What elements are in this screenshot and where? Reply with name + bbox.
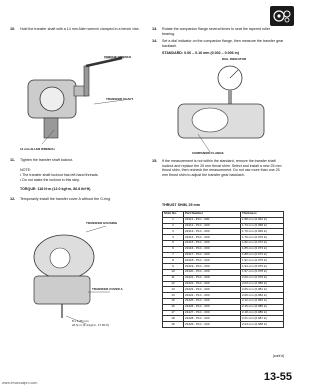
part-number-cell: 23428 - P1C - 000 (184, 316, 241, 322)
column-header-thickness: Thickness (241, 212, 284, 218)
part-number-cell: 23418 - P1C - 000 (184, 258, 241, 264)
thickness-cell: 1.73 mm (0.068 in) (241, 223, 284, 229)
thickness-cell: 2.21 mm (0.087 in) (241, 316, 284, 322)
shim-number-cell: 18 (163, 316, 184, 322)
shim-number-cell: 1 (163, 217, 184, 223)
shim-number-cell: 10 (163, 269, 184, 275)
step-13-text: Rotate the companion flange several times to seat the tapered roller bearing. (162, 27, 271, 36)
shim-number-cell: 8 (163, 258, 184, 264)
thickness-cell: 1.97 mm (0.078 in) (241, 269, 284, 275)
step-12-text: Temporarily install the transfer cover A without the O-ring. (20, 197, 112, 201)
part-number-cell: 23426 - P1C - 000 (184, 304, 241, 310)
thickness-cell: 1.58 mm (0.062 in) (241, 217, 284, 223)
thickness-cell: 2.06 mm (0.081 in) (241, 287, 284, 293)
part-number-cell: 23417 - P1C - 000 (184, 252, 241, 258)
thickness-cell: 1.82 mm (0.072 in) (241, 240, 284, 246)
label-transfer-cover: TRANSFER COVER A (92, 287, 123, 291)
note-item-1: • The transfer shaft locknut has left-hand threads. (20, 173, 99, 177)
shim-number-cell: 6 (163, 246, 184, 252)
continued-label: (cont'd) (272, 354, 284, 358)
part-number-cell: 23422 - P1C - 000 (184, 281, 241, 287)
shim-number-cell: 3 (163, 229, 184, 235)
part-number-cell: 23411 - P1C - 000 (184, 217, 241, 223)
label-transfer-housing: TRANSFER HOUSING (86, 221, 118, 225)
step-15-number: 15. (152, 159, 158, 163)
table-row (163, 322, 284, 328)
shim-number-cell: 12 (163, 281, 184, 287)
figure-transfer-cover (14, 212, 146, 332)
shim-number-cell: 14 (163, 293, 184, 299)
column-header-shim-no: Shim No. (163, 212, 184, 218)
thickness-cell: 1.79 mm (0.070 in) (241, 235, 284, 241)
shim-number-cell: 17 (163, 310, 184, 316)
shim-number-cell: 4 (163, 235, 184, 241)
thickness-cell: 1.88 mm (0.074 in) (241, 252, 284, 258)
thickness-cell: 2.24 mm (0.088 in) (241, 322, 284, 328)
page-number: 13-55 (263, 371, 292, 383)
backlash-standard: STANDARD: 0.06 – 0.16 mm (0.002 – 0.006 in) (162, 51, 240, 55)
step-10-text: Hold the transfer shaft with a 14 mm Allen wrench clamped in a bench vise. (20, 27, 140, 31)
thickness-cell: 2.12 mm (0.083 in) (241, 298, 284, 304)
shim-table-title: THRUST SHIM, 25 mm (162, 203, 200, 207)
step-11-number: 11. (10, 158, 16, 162)
shim-number-cell: 15 (163, 298, 184, 304)
transmission-icon (270, 6, 294, 26)
shim-number-cell: 7 (163, 252, 184, 258)
thrust-shim-table (162, 211, 284, 328)
part-number-cell: 23412 - P1C - 000 (184, 223, 241, 229)
label-transfer-shaft: TRANSFER SHAFT (106, 97, 134, 101)
label-companion-flange: COMPANION FLANGE (192, 151, 224, 155)
shim-number-cell: 9 (163, 264, 184, 270)
part-number-cell: 23429 - P1C - 000 (184, 322, 241, 328)
step-13-number: 13. (152, 27, 158, 31)
step-12-number: 12. (10, 197, 16, 201)
part-number-cell: 23416 - P1C - 000 (184, 246, 241, 252)
note-title: NOTE: (20, 168, 31, 172)
column-header-part-number: Part Number (184, 212, 241, 218)
note-item-2: • Do not stake the locknut in this step. (20, 178, 80, 182)
label-bolt-torque: 24 N·m (2.4 kgf·m, 17 lbf·ft) (72, 323, 109, 327)
watermark: www.emanualpro.com (2, 381, 38, 385)
part-number-cell: 23419 - P1C - 000 (184, 264, 241, 270)
part-number-cell: 23413 - P1C - 000 (184, 229, 241, 235)
thickness-cell: 2.09 mm (0.082 in) (241, 293, 284, 299)
step-10-number: 10. (10, 27, 16, 31)
label-bolt-size: 8 x 1.25 mm (72, 319, 89, 323)
thickness-cell: 2.03 mm (0.080 in) (241, 281, 284, 287)
part-number-cell: 23423 - P1C - 000 (184, 287, 241, 293)
part-number-cell: 23415 - P1C - 000 (184, 240, 241, 246)
label-allen-wrench: 14 mm ALLEN WRENCH (20, 147, 55, 151)
shim-number-cell: 11 (163, 275, 184, 281)
thickness-cell: 2.15 mm (0.085 in) (241, 304, 284, 310)
part-number-cell: 23424 - P1C - 000 (184, 293, 241, 299)
shim-number-cell: 13 (163, 287, 184, 293)
shim-number-cell: 19 (163, 322, 184, 328)
part-number-cell: 23425 - P1C - 000 (184, 298, 241, 304)
step-14-text: Set a dial indicator on the companion flange, then measure the transfer gear backlash. (162, 39, 284, 48)
thickness-cell: 1.76 mm (0.069 in) (241, 229, 284, 235)
label-dial-indicator: DIAL INDICATOR (222, 57, 247, 61)
part-number-cell: 23420 - P1C - 000 (184, 269, 241, 275)
thickness-cell: 2.18 mm (0.086 in) (241, 310, 284, 316)
step-15-text: If the measurement is not within the standard, remove the transfer shaft locknut and replace the 25 mm thrust shim. Select and install a new 25 mm thrust shim, then recheck the measurement. Do not use more than one 25 mm thrust shim to adjust the transfer gear backlash. (162, 159, 282, 177)
thickness-cell: 1.85 mm (0.073 in) (241, 246, 284, 252)
thickness-cell: 1.91 mm (0.075 in) (241, 258, 284, 264)
shim-number-cell: 2 (163, 223, 184, 229)
part-number-cell: 23427 - P1C - 000 (184, 310, 241, 316)
shim-number-cell: 16 (163, 304, 184, 310)
part-number-cell: 23414 - P1C - 000 (184, 235, 241, 241)
thickness-cell: 1.94 mm (0.076 in) (241, 264, 284, 270)
step-11-text: Tighten the transfer shaft locknut. (20, 158, 74, 162)
figure-dial-indicator (158, 58, 284, 158)
label-torque-wrench: TORQUE WRENCH (104, 55, 132, 59)
table-body (163, 217, 284, 327)
part-number-cell: 23421 - P1C - 000 (184, 275, 241, 281)
step-14-number: 14. (152, 39, 158, 43)
shim-number-cell: 5 (163, 240, 184, 246)
thickness-cell: 2.00 mm (0.079 in) (241, 275, 284, 281)
torque-spec: TORQUE: 118 N·m (12.0 kgf·m, 86.8 lbf·ft) (20, 187, 91, 191)
